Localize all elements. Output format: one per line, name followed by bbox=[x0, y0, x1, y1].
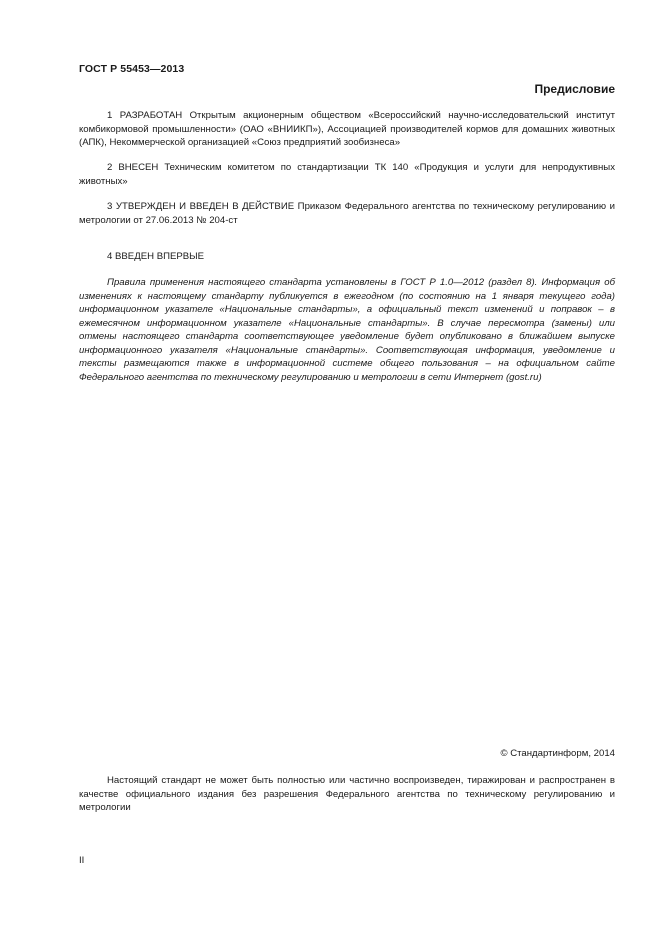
page-number: II bbox=[79, 855, 85, 866]
document-code: ГОСТ Р 55453—2013 bbox=[79, 63, 185, 75]
notice-paragraph: Правила применения настоящего стандарта установлены в ГОСТ Р 1.0—2012 (раздел 8). Информация об изменениях к настоящему стандарту публикуется в ежегодном (по состоянию на 1 января текущего года) информационном указателе «Национальные стандарты», а официальный текст изменений и поправок – в ежемесячном информационном указателе «Национальные стандарты». В случае пересмотра (замены) или отмены настоящего стандарта соответствующее уведомление будет опубликовано в ближайшем выпуске информационного указателя «Национальные стандарты». Соответствующая информация, уведомление и тексты размещаются также в информационной системе общего пользования – на официальном сайте Федерального агентства по техническому регулированию и метрологии в сети Интернет (gost.ru) bbox=[79, 277, 615, 383]
paragraph-approved: 3 УТВЕРЖДЕН И ВВЕДЕН В ДЕЙСТВИЕ Приказом Федерального агентства по техническому регулированию и метрологии от 27.06.2013 № 204-ст bbox=[79, 201, 615, 226]
rights-notice: Настоящий стандарт не может быть полностью или частично воспроизведен, тиражирован и распространен в качестве официального издания без разрешения Федерального агентства по техническому регулированию и метрологии bbox=[79, 775, 615, 813]
paragraph-first-introduced: 4 ВВЕДЕН ВПЕРВЫЕ bbox=[107, 251, 205, 262]
paragraph-developed-by: 1 РАЗРАБОТАН Открытым акционерным обществом «Всероссийский научно-исследовательский институт комбикормовой промышленности» (ОАО «ВНИИКП»), Ассоциацией производителей кормов для домашних животных (АПК), Некоммерческой организацией «Союз предприятий зообизнеса» bbox=[79, 110, 615, 148]
paragraph-introduced-by: 2 ВНЕСЕН Техническим комитетом по стандартизации ТК 140 «Продукция и услуги для непродуктивных животных» bbox=[79, 162, 615, 187]
copyright-line: © Стандартинформ, 2014 bbox=[500, 748, 615, 759]
section-title: Предисловие bbox=[534, 82, 615, 96]
